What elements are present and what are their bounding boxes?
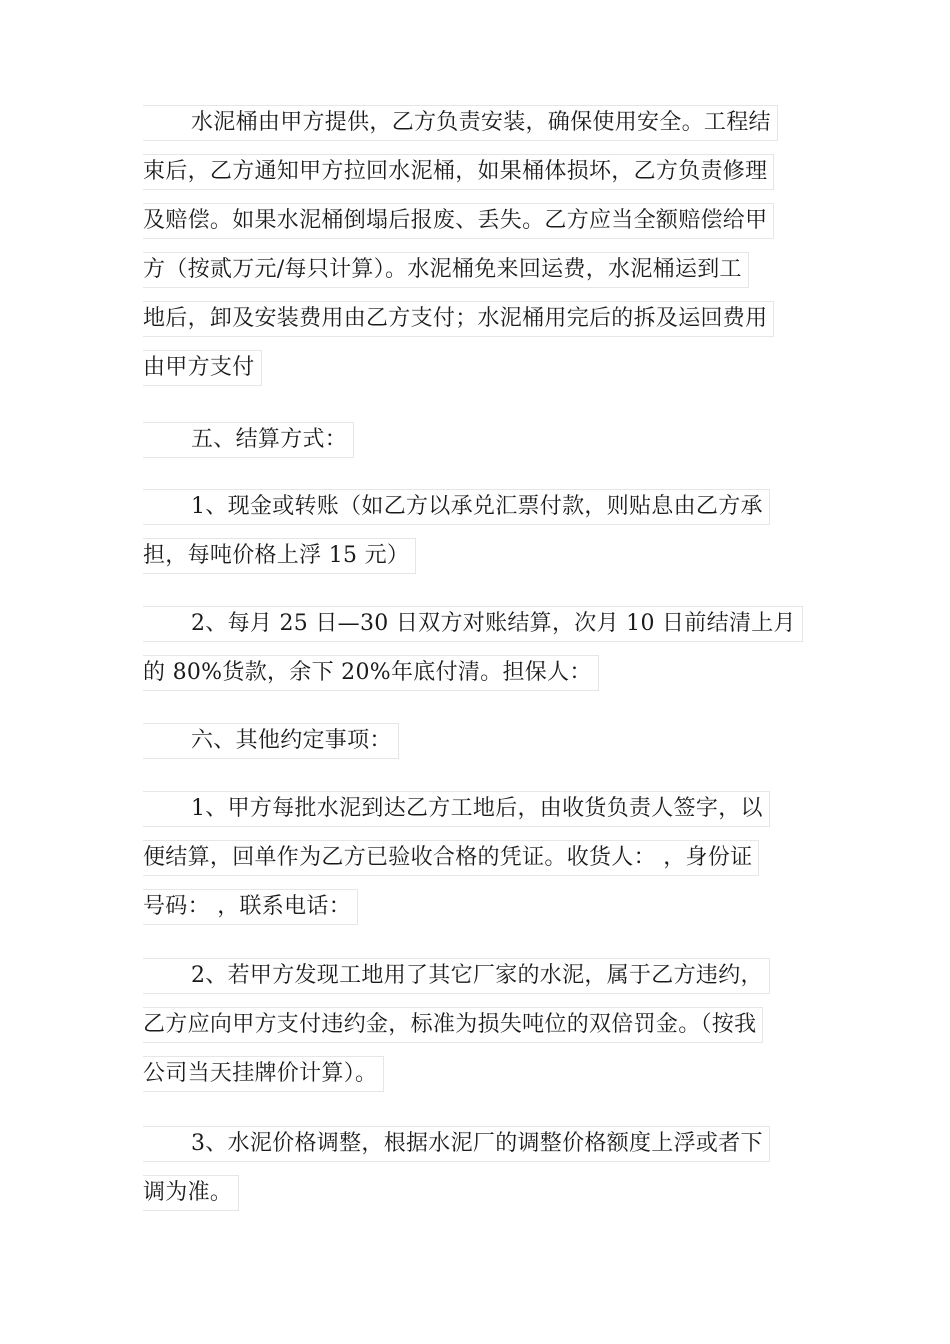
text-line [143,791,815,840]
text-line [143,350,815,399]
text-line [143,301,815,350]
line-text: 2、若甲方发现工地用了其它厂家的水泥，属于乙方违约， [143,958,770,994]
line-text: 号码： ，联系电话： [143,889,358,925]
text-line [143,105,815,154]
section-heading-settlement [143,422,815,471]
line-text: 及赔偿。如果水泥桶倒塌后报废、丢失。乙方应当全额赔偿给甲 [143,203,774,239]
paragraph-other-item-2 [143,958,815,1105]
paragraph-bucket-clause [143,105,815,399]
line-text: 水泥桶由甲方提供，乙方负责安装，确保使用安全。工程结 [143,105,778,141]
line-text: 六、其他约定事项： [143,723,399,759]
text-line [143,422,815,471]
line-text: 1、甲方每批水泥到达乙方工地后，由收货负责人签字，以 [143,791,770,827]
line-text: 3、水泥价格调整，根据水泥厂的调整价格额度上浮或者下 [143,1126,770,1162]
line-text: 方（按贰万元/每只计算）。水泥桶免来回运费，水泥桶运到工 [143,252,749,288]
line-text: 调为准。 [143,1175,239,1211]
paragraph-other-item-3 [143,1126,815,1224]
text-line [143,1056,815,1105]
text-line [143,1126,815,1175]
text-line [143,489,815,538]
section-heading-other [143,723,815,772]
paragraph-other-item-1 [143,791,815,938]
line-text: 五、结算方式： [143,422,354,458]
line-text: 2、每月 25 日—30 日双方对账结算，次月 10 日前结清上月 [143,606,803,642]
paragraph-settlement-item-2 [143,606,815,704]
text-line [143,203,815,252]
text-line [143,1175,815,1224]
line-text: 公司当天挂牌价计算）。 [143,1056,384,1092]
text-line [143,252,815,301]
text-line [143,655,815,704]
line-text: 乙方应向甲方支付违约金，标准为损失吨位的双倍罚金。（按我 [143,1007,763,1043]
text-line [143,606,815,655]
text-line [143,1007,815,1056]
paragraph-settlement-item-1 [143,489,815,587]
line-text: 便结算，回单作为乙方已验收合格的凭证。收货人： ，身份证 [143,840,759,876]
line-text: 束后，乙方通知甲方拉回水泥桶，如果桶体损坏，乙方负责修理 [143,154,774,190]
text-line [143,840,815,889]
text-line [143,958,815,1007]
text-line [143,889,815,938]
line-text: 的 80%货款，余下 20%年底付清。担保人： [143,655,599,691]
line-text: 由甲方支付 [143,350,262,386]
text-line [143,154,815,203]
text-line [143,538,815,587]
line-text: 地后，卸及安装费用由乙方支付；水泥桶用完后的拆及运回费用 [143,301,774,337]
line-text: 担，每吨价格上浮 15 元） [143,538,416,574]
text-line [143,723,815,772]
line-text: 1、现金或转账（如乙方以承兑汇票付款，则贴息由乙方承 [143,489,770,525]
